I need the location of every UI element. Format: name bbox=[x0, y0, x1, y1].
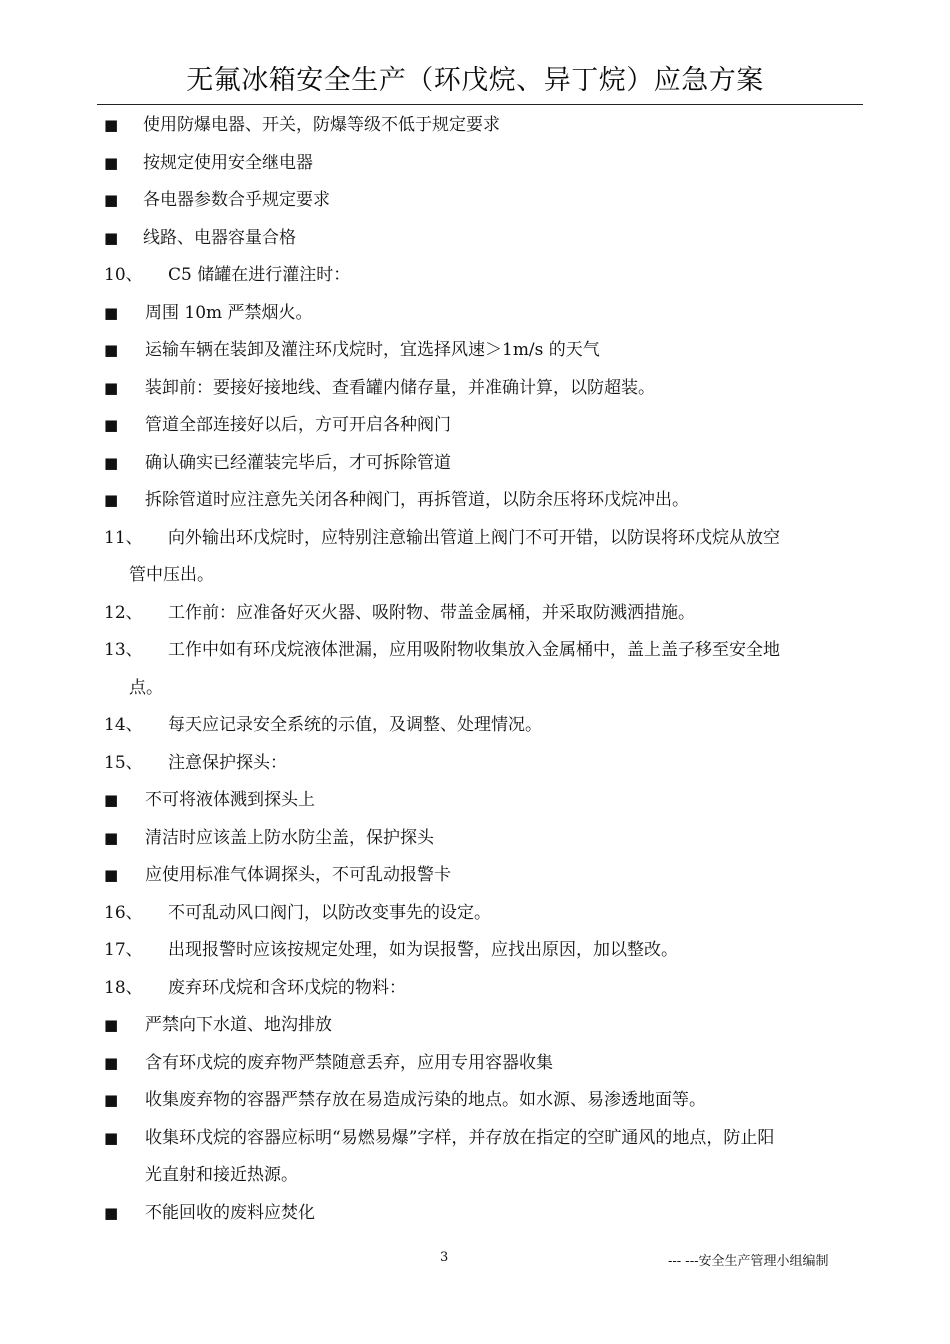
line-text: 应使用标准气体调探头，不可乱动报警卡 bbox=[145, 865, 451, 885]
bullet-square-icon: ■ bbox=[104, 1128, 119, 1147]
bullet-item bbox=[0, 370, 950, 408]
numbered-item bbox=[0, 257, 950, 295]
continuation-line bbox=[0, 670, 950, 708]
bullet-item bbox=[0, 1007, 950, 1045]
bullet-item bbox=[0, 182, 950, 220]
document-body bbox=[0, 107, 950, 1232]
bullet-square-icon: ■ bbox=[104, 1091, 119, 1109]
continuation-line bbox=[0, 557, 950, 595]
numbered-item bbox=[0, 707, 950, 745]
bullet-square-icon: ■ bbox=[104, 228, 119, 247]
bullet-item bbox=[0, 107, 950, 145]
line-text: 装卸前：要接好接地线、查看罐内储存量，并准确计算，以防超装。 bbox=[145, 377, 655, 398]
bullet-item bbox=[0, 445, 950, 483]
numbered-item bbox=[0, 520, 950, 558]
page-number: 3 bbox=[440, 1250, 449, 1265]
line-text: 各电器参数合乎规定要求 bbox=[143, 190, 330, 210]
line-text: 周围 10m 严禁烟火。 bbox=[145, 302, 313, 323]
bullet-item bbox=[0, 145, 950, 183]
bullet-square-icon: ■ bbox=[104, 1053, 119, 1072]
bullet-square-icon: ■ bbox=[104, 791, 119, 809]
item-number: 17、 bbox=[104, 940, 143, 960]
bullet-square-icon: ■ bbox=[104, 1203, 119, 1222]
bullet-square-icon: ■ bbox=[104, 191, 119, 209]
bullet-square-icon: ■ bbox=[104, 378, 119, 397]
item-number: 12、 bbox=[104, 602, 143, 623]
numbered-item bbox=[0, 970, 950, 1008]
bullet-square-icon: ■ bbox=[104, 866, 119, 884]
line-text: 点。 bbox=[129, 677, 163, 698]
numbered-item bbox=[0, 932, 950, 970]
footer-note: --- ---安全生产管理小组编制 bbox=[668, 1254, 829, 1269]
continuation-line bbox=[0, 1157, 950, 1195]
bullet-square-icon: ■ bbox=[104, 453, 119, 472]
line-text: 不可乱动风口阀门，以防改变事先的设定。 bbox=[168, 902, 491, 923]
bullet-item bbox=[0, 857, 950, 895]
numbered-item bbox=[0, 632, 950, 670]
bullet-square-icon: ■ bbox=[104, 416, 119, 434]
line-text: 清洁时应该盖上防水防尘盖，保护探头 bbox=[145, 827, 434, 848]
line-text: C5 储罐在进行灌注时： bbox=[168, 265, 351, 285]
line-text: 收集环戊烷的容器应标明“易燃易爆”字样，并存放在指定的空旷通风的地点，防止阳 bbox=[145, 1127, 775, 1148]
bullet-square-icon: ■ bbox=[104, 341, 119, 359]
bullet-item bbox=[0, 1120, 950, 1158]
item-number: 14、 bbox=[104, 715, 143, 735]
line-text: 工作中如有环戊烷液体泄漏，应用吸附物收集放入金属桶中，盖上盖子移至安全地 bbox=[168, 640, 780, 660]
line-text: 严禁向下水道、地沟排放 bbox=[145, 1015, 332, 1035]
item-number: 10、 bbox=[104, 265, 143, 285]
bullet-item bbox=[0, 407, 950, 445]
line-text: 确认确实已经灌装完毕后，才可拆除管道 bbox=[145, 452, 451, 473]
item-number: 11、 bbox=[104, 527, 143, 548]
item-number: 15、 bbox=[104, 752, 143, 773]
bullet-item bbox=[0, 1045, 950, 1083]
bullet-item bbox=[0, 820, 950, 858]
line-text: 不能回收的废料应焚化 bbox=[145, 1202, 315, 1223]
bullet-square-icon: ■ bbox=[104, 303, 119, 322]
line-text: 管道全部连接好以后，方可开启各种阀门 bbox=[145, 415, 451, 435]
page-title: 无氟冰箱安全生产（环戊烷、异丁烷）应急方案 bbox=[186, 65, 764, 96]
line-text: 废弃环戊烷和含环戊烷的物料： bbox=[168, 977, 406, 998]
bullet-square-icon: ■ bbox=[104, 491, 119, 509]
line-text: 收集废弃物的容器严禁存放在易造成污染的地点。如水源、易渗透地面等。 bbox=[145, 1090, 706, 1110]
item-number: 13、 bbox=[104, 640, 143, 660]
line-text: 注意保护探头： bbox=[168, 752, 287, 773]
numbered-item bbox=[0, 895, 950, 933]
bullet-item bbox=[0, 1082, 950, 1120]
line-text: 含有环戊烷的废弃物严禁随意丢弃，应用专用容器收集 bbox=[145, 1052, 553, 1073]
bullet-square-icon: ■ bbox=[104, 153, 119, 172]
line-text: 向外输出环戊烷时，应特别注意输出管道上阀门不可开错，以防误将环戊烷从放空 bbox=[168, 527, 780, 548]
bullet-item bbox=[0, 332, 950, 370]
line-text: 按规定使用安全继电器 bbox=[143, 152, 313, 173]
line-text: 运输车辆在装卸及灌注环戊烷时，宜选择风速＞1m/s 的天气 bbox=[145, 340, 600, 360]
bullet-item bbox=[0, 482, 950, 520]
bullet-square-icon: ■ bbox=[104, 116, 119, 134]
line-text: 管中压出。 bbox=[129, 565, 214, 585]
numbered-item bbox=[0, 595, 950, 633]
numbered-item bbox=[0, 745, 950, 783]
line-text: 光直射和接近热源。 bbox=[145, 1165, 298, 1185]
line-text: 不可将液体溅到探头上 bbox=[145, 790, 315, 810]
item-number: 16、 bbox=[104, 902, 143, 923]
line-text: 使用防爆电器、开关，防爆等级不低于规定要求 bbox=[143, 115, 500, 135]
line-text: 工作前：应准备好灭火器、吸附物、带盖金属桶，并采取防溅洒措施。 bbox=[168, 602, 695, 623]
line-text: 拆除管道时应注意先关闭各种阀门，再拆管道，以防余压将环戊烷冲出。 bbox=[145, 490, 689, 510]
line-text: 出现报警时应该按规定处理，如为误报警，应找出原因，加以整改。 bbox=[168, 940, 678, 960]
item-number: 18、 bbox=[104, 977, 143, 998]
bullet-square-icon: ■ bbox=[104, 1016, 119, 1034]
bullet-item bbox=[0, 1195, 950, 1233]
bullet-item bbox=[0, 295, 950, 333]
line-text: 线路、电器容量合格 bbox=[143, 227, 296, 248]
bullet-square-icon: ■ bbox=[104, 828, 119, 847]
bullet-item bbox=[0, 782, 950, 820]
bullet-item bbox=[0, 220, 950, 258]
title-divider bbox=[97, 104, 863, 105]
line-text: 每天应记录安全系统的示值，及调整、处理情况。 bbox=[168, 715, 542, 735]
